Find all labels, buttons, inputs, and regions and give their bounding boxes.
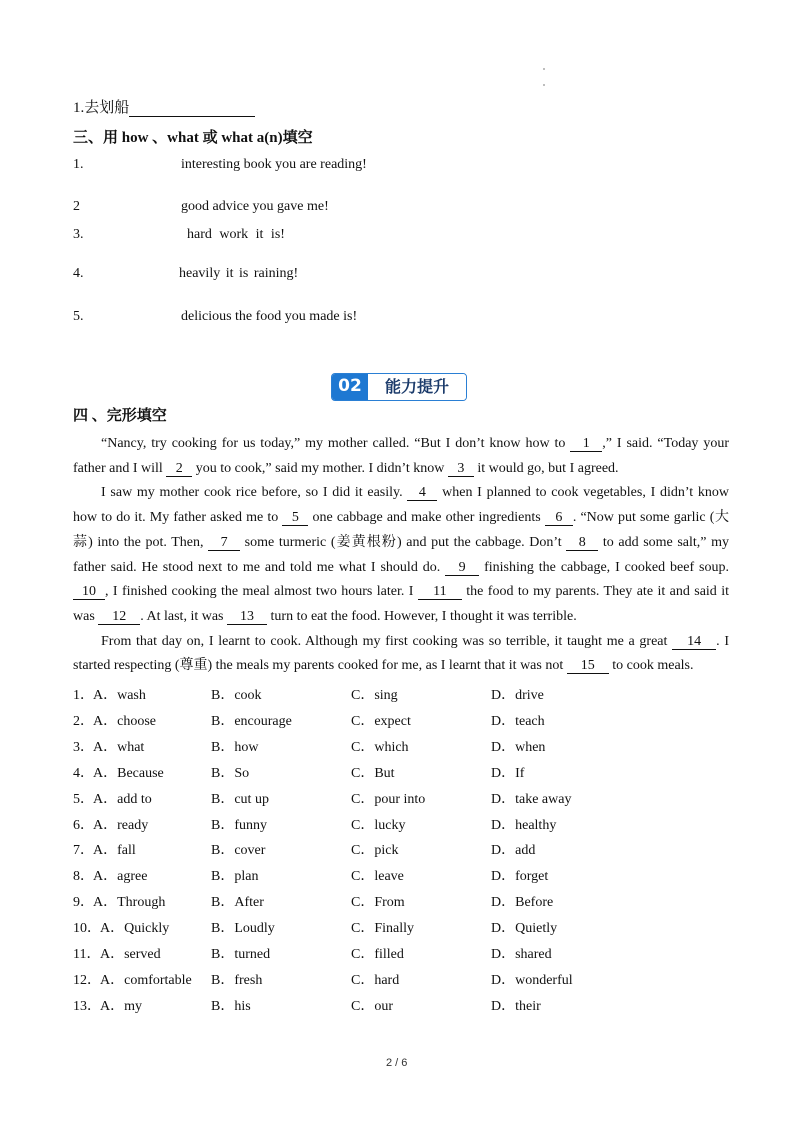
- page-number: 2 / 6: [386, 1057, 408, 1069]
- option-d[interactable]: D．shared: [491, 947, 552, 962]
- cloze-blank-10[interactable]: 10: [73, 584, 105, 600]
- option-d[interactable]: D．Before: [491, 895, 554, 911]
- option-b[interactable]: B．fresh: [211, 972, 263, 988]
- option-row: [73, 891, 729, 911]
- passage-text: . “Now put some garlic (大蒜) into the pot. Then,: [73, 510, 729, 550]
- passage-paragraph: [73, 630, 729, 679]
- item-number: 2: [73, 199, 80, 214]
- option-c[interactable]: C．our: [351, 998, 393, 1014]
- option-d[interactable]: D．healthy: [491, 817, 557, 833]
- option-number: 8．: [73, 869, 94, 885]
- option-a[interactable]: A．wash: [93, 688, 146, 703]
- option-number: 4．: [73, 765, 94, 781]
- option-c[interactable]: C．lucky: [351, 817, 406, 833]
- option-number: 10．: [73, 921, 101, 937]
- section4-title: 四 、完形填空: [73, 408, 167, 424]
- top-question-label: 1.去划船: [73, 100, 130, 116]
- passage-paragraph: [73, 432, 729, 481]
- option-b[interactable]: B．cover: [211, 843, 266, 859]
- option-b[interactable]: B．plan: [211, 869, 259, 885]
- cloze-blank-13[interactable]: 13: [227, 609, 267, 625]
- option-d[interactable]: D．wonderful: [491, 972, 573, 988]
- passage-text: it would go, but I agreed.: [473, 460, 619, 476]
- option-row: [73, 736, 729, 756]
- option-d[interactable]: D．their: [491, 998, 541, 1014]
- option-b[interactable]: B．cut up: [211, 791, 269, 807]
- cloze-blank-12[interactable]: 12: [98, 609, 140, 625]
- option-c[interactable]: C．pour into: [351, 791, 426, 807]
- section3-title: 三、用 how 、what 或 what a(n)填空: [73, 130, 313, 146]
- option-row: [73, 943, 729, 963]
- option-d[interactable]: D．drive: [491, 688, 544, 703]
- option-row: [73, 762, 729, 782]
- option-b[interactable]: B．funny: [211, 817, 267, 833]
- option-a[interactable]: A．Quickly: [100, 921, 170, 937]
- option-c[interactable]: C．sing: [351, 688, 398, 703]
- passage-paragraph: [73, 481, 729, 629]
- fill-item: [73, 157, 84, 173]
- option-number: 12．: [73, 972, 101, 988]
- option-a[interactable]: A．my: [100, 998, 142, 1014]
- option-b[interactable]: B．After: [211, 895, 264, 911]
- option-a[interactable]: A．Through: [93, 895, 166, 911]
- passage-text: turn to eat the food. However, I thought it was terrible.: [267, 608, 577, 624]
- option-d[interactable]: D．Quietly: [491, 921, 558, 937]
- option-a[interactable]: A．add to: [93, 791, 152, 807]
- item-number: 3.: [73, 227, 84, 242]
- answer-blank[interactable]: [129, 100, 255, 117]
- option-a[interactable]: A．Because: [93, 765, 164, 781]
- option-number: 7．: [73, 843, 94, 859]
- option-number: 3．: [73, 739, 94, 755]
- option-c[interactable]: C．Finally: [351, 921, 415, 937]
- option-c[interactable]: C．leave: [351, 869, 404, 885]
- passage-text: some turmeric (姜黄根粉) and put the cabbage. Don’t: [240, 534, 567, 550]
- option-d[interactable]: D．when: [491, 739, 546, 755]
- option-c[interactable]: C．pick: [351, 843, 399, 859]
- option-row: [73, 865, 729, 885]
- item-number: 5.: [73, 309, 84, 324]
- option-number: 1．: [73, 688, 94, 703]
- section-badge: [331, 373, 467, 401]
- option-d[interactable]: D．forget: [491, 869, 549, 885]
- passage-text: the food to my parents. They ate it and said it was: [73, 584, 729, 624]
- option-a[interactable]: A．comfortable: [100, 972, 192, 988]
- option-c[interactable]: C．expect: [351, 713, 411, 729]
- passage-text: to cook meals.: [608, 658, 694, 674]
- passage-text: finishing the cabbage, I cooked beef soup.: [479, 559, 729, 575]
- cloze-blank-11[interactable]: 11: [418, 584, 462, 600]
- option-a[interactable]: A．agree: [93, 869, 148, 885]
- cloze-blank-8[interactable]: 8: [566, 535, 598, 551]
- option-b[interactable]: B．So: [211, 765, 250, 781]
- option-d[interactable]: D．take away: [491, 791, 572, 807]
- cloze-blank-15[interactable]: 15: [567, 658, 609, 674]
- cloze-blank-9[interactable]: 9: [445, 560, 479, 576]
- option-number: 9．: [73, 895, 94, 911]
- option-number: 11．: [73, 947, 101, 962]
- option-row: [73, 995, 729, 1015]
- option-a[interactable]: A．ready: [93, 817, 149, 833]
- option-row: [73, 969, 729, 989]
- fill-item: [73, 266, 84, 282]
- option-b[interactable]: B．encourage: [211, 713, 292, 729]
- scan-dot: [543, 68, 545, 70]
- option-number: 5．: [73, 791, 94, 807]
- cloze-blank-1[interactable]: 1: [570, 436, 602, 452]
- option-number: 13．: [73, 998, 101, 1014]
- cloze-blank-14[interactable]: 14: [672, 634, 716, 650]
- passage-text: . At last, it was: [140, 608, 228, 624]
- cloze-blank-3[interactable]: 3: [448, 461, 474, 477]
- passage-text: to add some salt,” my father said. He stood next to me and told me what I should do.: [73, 534, 729, 575]
- cloze-blank-7[interactable]: 7: [208, 535, 240, 551]
- option-row: [73, 814, 729, 834]
- passage-text: , I finished cooking the meal almost two hours later. I: [105, 584, 418, 600]
- option-c[interactable]: C．filled: [351, 947, 404, 962]
- item-number: 4.: [73, 266, 84, 281]
- fill-item: [73, 199, 80, 215]
- option-a[interactable]: A．fall: [93, 843, 136, 859]
- option-b[interactable]: B．how: [211, 739, 259, 755]
- fill-item-text: hard work it is!: [187, 227, 285, 242]
- option-number: 2．: [73, 713, 94, 729]
- option-b[interactable]: B．cook: [211, 688, 262, 703]
- option-d[interactable]: D．teach: [491, 713, 545, 729]
- fill-item-text: good advice you gave me!: [181, 199, 329, 214]
- passage-text: . I started respecting (尊重) the meals my parents cooked for me, as I learnt that it was not: [73, 633, 729, 674]
- cloze-blank-6[interactable]: 6: [545, 510, 573, 526]
- item-number: 1.: [73, 157, 84, 172]
- passage-text: “Nancy, try cooking for us today,” my mother called. “But I don’t know how to: [101, 436, 571, 451]
- option-c[interactable]: C．hard: [351, 972, 400, 988]
- option-b[interactable]: B．Loudly: [211, 921, 275, 937]
- option-number: 6．: [73, 817, 94, 833]
- badge-label: 能力提升: [368, 374, 466, 400]
- option-b[interactable]: B．turned: [211, 947, 271, 962]
- option-a[interactable]: A．served: [100, 947, 161, 962]
- option-d[interactable]: D．add: [491, 843, 536, 859]
- passage-text: when I planned to cook vegetables, I didn’t know how to do it. My father asked me to: [73, 485, 730, 526]
- option-row: [73, 710, 729, 730]
- option-d[interactable]: D．If: [491, 765, 525, 781]
- option-b[interactable]: B．his: [211, 998, 251, 1014]
- cloze-blank-4[interactable]: 4: [407, 485, 437, 501]
- option-row: [73, 684, 729, 704]
- cloze-blank-5[interactable]: 5: [282, 510, 308, 526]
- option-c[interactable]: C．From: [351, 895, 405, 911]
- option-c[interactable]: C．which: [351, 739, 409, 755]
- passage-text: you to cook,” said my mother. I didn’t know: [192, 460, 448, 476]
- cloze-passage: [73, 432, 729, 679]
- badge-number: 02: [332, 374, 368, 400]
- option-row: [73, 788, 729, 808]
- cloze-blank-2[interactable]: 2: [166, 461, 192, 477]
- fill-item: [73, 309, 84, 325]
- passage-text: I saw my mother cook rice before, so I did it easily.: [101, 485, 408, 501]
- fill-item: [73, 227, 84, 243]
- passage-text: one cabbage and make other ingredients: [308, 510, 545, 526]
- fill-item-text: delicious the food you made is!: [181, 309, 358, 324]
- passage-text: ,” I said. “Today your father and I will: [73, 436, 729, 476]
- option-a[interactable]: A．choose: [93, 713, 156, 729]
- fill-item-text: interesting book you are reading!: [181, 157, 367, 172]
- option-c[interactable]: C．But: [351, 765, 395, 781]
- option-row: [73, 839, 729, 859]
- option-a[interactable]: A．what: [93, 739, 145, 755]
- top-question-line: [73, 96, 255, 117]
- option-row: [73, 917, 729, 937]
- scan-dot: [543, 84, 545, 86]
- fill-item-text: heavily it is raining!: [179, 266, 299, 281]
- passage-text: From that day on, I learnt to cook. Although my first cooking was so terrible, it taught me a great: [101, 633, 673, 649]
